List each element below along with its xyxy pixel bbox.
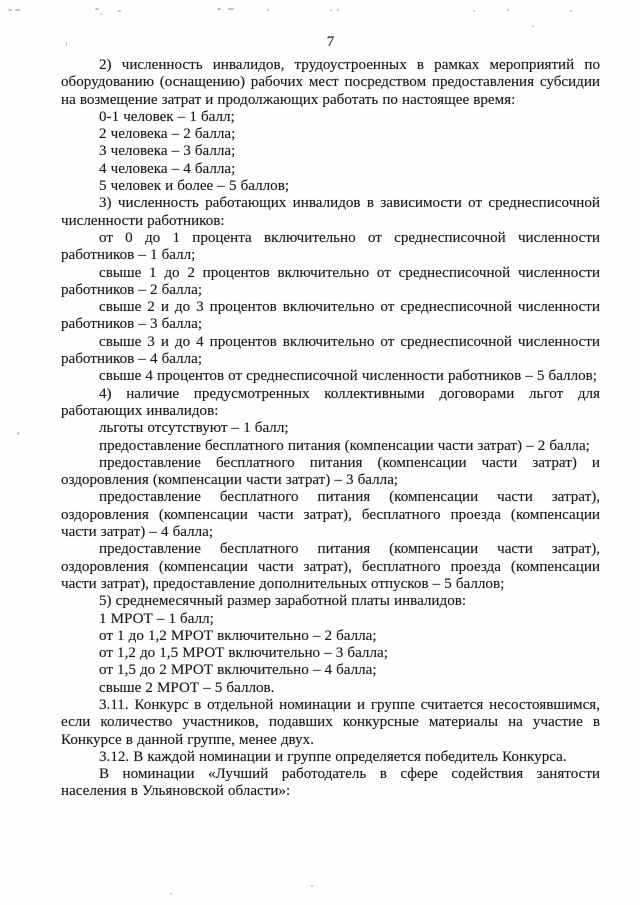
scan-speck [15, 9, 20, 11]
paragraph-score-item: от 1 до 1,2 МРОТ включительно – 2 балла; [99, 627, 377, 644]
paragraph-criterion-2: 2) численность инвалидов, трудоустроенных в рамках мероприятий по оборудованию (оснащению) рабочих мест посредством предоставления субсидии на возмещение затрат и продолжающих работать по настоящее время: [61, 57, 600, 108]
scan-speck [337, 9, 339, 11]
scan-speck [17, 432, 19, 435]
paragraph-score-item: 3 человека – 3 балла; [99, 143, 236, 160]
paragraph-nomination-intro: В номинации «Лучший работодатель в сфере содействия занятости населения в Ульяновской области»: [61, 766, 600, 800]
scan-speck [570, 10, 572, 12]
paragraph-score-item: 2 человека – 2 балла; [99, 126, 236, 143]
scan-speck [118, 10, 121, 12]
paragraph-score-item: от 1,2 до 1,5 МРОТ включительно – 3 балла; [99, 645, 388, 662]
scan-speck [507, 9, 509, 11]
scan-speck [267, 9, 269, 11]
paragraph-score-item: свыше 2 и до 3 процентов включительно от среднесписочной численности работников – 3 балла; [61, 299, 600, 333]
paragraph-score-item: льготы отсутствуют – 1 балл; [99, 420, 289, 437]
paragraph-score-item: свыше 4 процентов от среднесписочной численности работников – 5 баллов; [99, 368, 597, 385]
paragraph-score-item: предоставление бесплатного питания (компенсации части затрат) и оздоровления (компенсации части затрат) – 3 балла; [61, 454, 600, 489]
scan-speck [228, 8, 234, 10]
scan-speck [8, 9, 12, 11]
paragraph-score-item: 5 человек и более – 5 баллов; [99, 178, 290, 195]
paragraph-criterion-5: 5) среднемесячный размер заработной платы инвалидов: [99, 593, 467, 610]
paragraph-score-item: предоставление бесплатного питания (компенсации части затрат) – 2 балла; [99, 437, 590, 454]
scan-speck [330, 9, 332, 11]
paragraph-score-item: свыше 2 МРОТ – 5 баллов. [99, 679, 275, 696]
document-body [61, 57, 600, 801]
scan-speck [170, 893, 172, 895]
paragraph-score-item: 0-1 человек – 1 балл; [99, 108, 235, 125]
page-number: 7 [326, 34, 335, 50]
scan-speck [311, 885, 313, 887]
paragraph-criterion-3: 3) численность работающих инвалидов в зависимости от среднесписочной численности работников: [61, 195, 600, 229]
scan-speck [532, 25, 534, 27]
scan-speck [473, 10, 475, 12]
scan-speck [95, 8, 99, 10]
scan-speck [100, 13, 102, 15]
scan-speck [217, 8, 221, 10]
paragraph-score-item: предоставление бесплатного питания (компенсации части затрат), оздоровления (компенсации части затрат), бесплатного проезда (компенсации части затрат), предоставление дополнительных отпусков – 5 баллов; [61, 541, 600, 592]
paragraph-criterion-4: 4) наличие предусмотренных коллективными договорами льгот для работающих инвалидов: [61, 385, 600, 419]
paragraph-score-item: от 0 до 1 процента включительно от среднесписочной численности работников – 1 балл; [61, 229, 600, 264]
paragraph-score-item: 4 человека – 4 балла; [99, 160, 236, 177]
paragraph-clause-3-11: 3.11. Конкурс в отдельной номинации и группе считается несостоявшимся, если количество участников, подавших конкурсные материалы на участие в Конкурсе в данной группе, менее двух. [61, 696, 600, 748]
paragraph-score-item: предоставление бесплатного питания (компенсации части затрат), оздоровления (компенсации части затрат), бесплатного проезда (компенсации части затрат) – 4 балла; [61, 489, 600, 541]
paragraph-score-item: 1 МРОТ – 1 балл; [99, 610, 214, 627]
paragraph-score-item: свыше 3 и до 4 процентов включительно от среднесписочной численности работников – 4 балла; [61, 333, 600, 368]
paragraph-clause-3-12: 3.12. В каждой номинации и группе определяется победитель Конкурса. [99, 748, 567, 765]
paragraph-score-item: свыше 1 до 2 процентов включительно от среднесписочной численности работников – 2 балла; [61, 264, 600, 298]
paragraph-score-item: от 1,5 до 2 МРОТ включительно – 4 балла; [99, 662, 377, 679]
